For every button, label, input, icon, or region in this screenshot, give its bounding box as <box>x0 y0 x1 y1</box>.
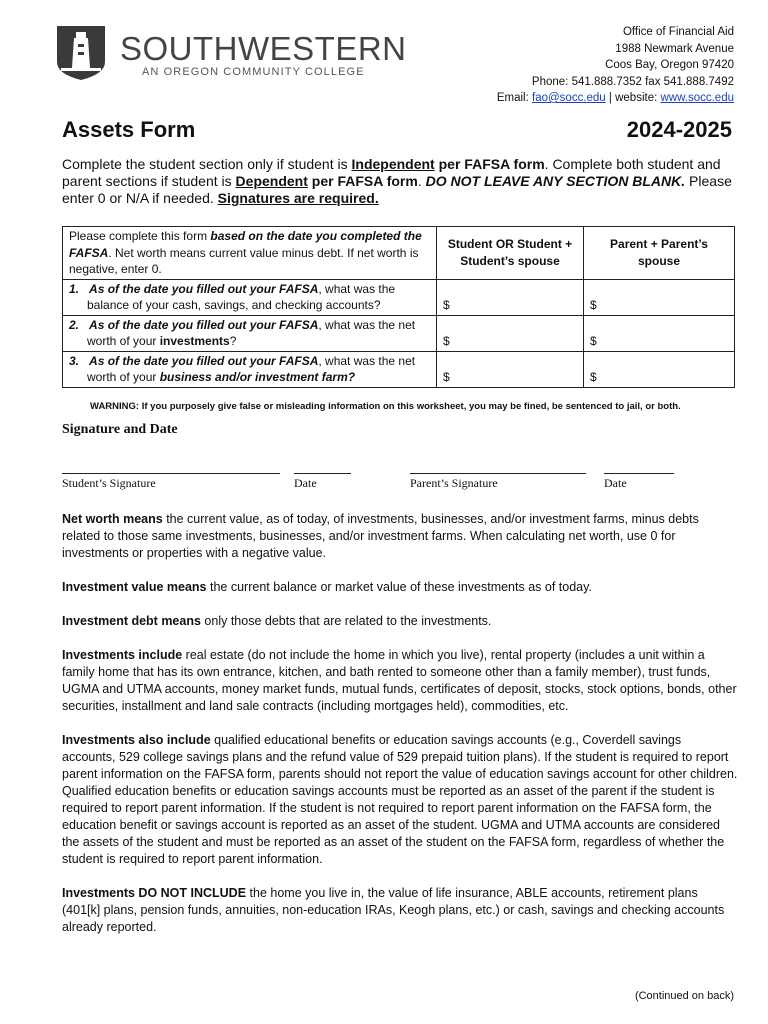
definition-term: Net worth means <box>62 512 163 526</box>
form-title: Assets Form <box>62 117 196 142</box>
instructions-text: per FAFSA form <box>307 173 418 189</box>
student-date-line[interactable] <box>294 473 351 474</box>
instructions-text: . <box>417 173 426 189</box>
school-tagline: AN OREGON COMMUNITY COLLEGE <box>142 66 365 78</box>
definition-term: Investment value means <box>62 580 207 594</box>
independent-label: Independent <box>351 156 435 172</box>
office-contact-block <box>497 24 734 107</box>
office-street: 1988 Newmark Avenue <box>615 42 734 55</box>
office-name: Office of Financial Aid <box>622 26 734 38</box>
definition-term: Investments DO NOT INCLUDE <box>62 886 247 900</box>
signatures-required-notice: Signatures are required. <box>217 190 379 206</box>
email-link[interactable]: fao@socc.edu <box>532 92 606 104</box>
signature-heading: Signature and Date <box>62 422 178 437</box>
table-row <box>63 279 735 315</box>
definition-term: Investment debt means <box>62 614 201 628</box>
question-text: ? <box>229 334 237 348</box>
question-text: , what was the net worth of your <box>87 317 416 348</box>
question-text: , what was the balance of your cash, savings, and checking accounts? <box>87 281 396 312</box>
definition-term: Investments include <box>62 648 183 662</box>
website-link[interactable]: www.socc.edu <box>660 92 734 104</box>
question-number: 1. <box>69 281 80 296</box>
table-instructions-text: . Net worth means current value minus debt. If net worth is negative, enter 0. <box>69 245 419 276</box>
definition-text: only those debts that are related to the investments. <box>200 614 492 628</box>
assets-table <box>62 226 735 388</box>
parent-date-label: Date <box>604 476 627 490</box>
question-number: 3. <box>69 353 80 368</box>
lighthouse-logo-icon <box>57 22 105 80</box>
office-email-line <box>497 90 734 107</box>
definition-paragraph <box>62 732 738 868</box>
column-header-parent: Parent + Parent’s spouse <box>584 227 735 280</box>
question-cell <box>63 315 437 351</box>
office-city: Coos Bay, Oregon 97420 <box>605 59 734 71</box>
definition-text: the home you live in, the value of life insurance, ABLE accounts, retirement plans (401[k] plans, pension funds, annuities, non-education IRAs, Keogh plans, etc.) or cash, savings and checking accounts already reported. <box>62 886 725 934</box>
instructions-text: Please enter 0 or N/A if needed. <box>62 173 732 206</box>
question-lead: As of the date you filled out your FAFSA <box>89 353 319 368</box>
definition-paragraph <box>62 613 738 630</box>
table-instructions-cell <box>63 227 437 280</box>
parent-amount-field[interactable]: $ <box>584 315 735 351</box>
parent-amount-field[interactable]: $ <box>584 279 735 315</box>
website-separator: | website: <box>605 92 661 104</box>
table-row <box>63 351 735 387</box>
student-date-label: Date <box>294 476 317 490</box>
definitions-section <box>62 511 738 953</box>
student-amount-field[interactable]: $ <box>437 279 584 315</box>
warning-notice: WARNING: If you purposely give false or misleading information on this worksheet, you may be fined, be sentenced to jail, or both. <box>90 401 681 412</box>
college-logo <box>57 22 407 82</box>
definition-term: Investments also include <box>62 733 211 747</box>
definition-paragraph <box>62 885 738 936</box>
instructions-text: Complete the student section only if student is <box>62 156 352 172</box>
instructions-text: per FAFSA form <box>434 156 545 172</box>
student-signature-line[interactable] <box>62 473 280 474</box>
definition-text: the current balance or market value of these investments as of today. <box>206 580 592 594</box>
definition-paragraph <box>62 511 738 562</box>
question-emphasis: investments <box>159 334 230 348</box>
student-signature-label: Student’s Signature <box>62 476 156 490</box>
definition-text: the current value, as of today, of investments, businesses, and/or investment farms, minus debts related to those same investments, businesses, and/or investment farms. When calculating net worth, use 0 for investments or properties with a negative value. <box>62 512 699 560</box>
table-row <box>63 315 735 351</box>
form-year: 2024-2025 <box>626 117 732 142</box>
email-label: Email: <box>496 92 533 104</box>
parent-amount-field[interactable]: $ <box>584 351 735 387</box>
question-lead: As of the date you filled out your FAFSA <box>89 281 319 296</box>
do-not-leave-blank-notice: DO NOT LEAVE ANY SECTION BLANK. <box>425 173 686 189</box>
instructions-text: . Complete both student and parent sections if student is <box>62 156 721 189</box>
dependent-label: Dependent <box>235 173 308 189</box>
table-header-row <box>63 227 735 280</box>
office-phone: Phone: 541.888.7352 fax 541.888.7492 <box>531 75 734 88</box>
table-instructions-text: Please complete this form <box>69 229 211 243</box>
student-amount-field[interactable]: $ <box>437 315 584 351</box>
question-text: , what was the net worth of your <box>87 353 416 384</box>
school-name: SOUTHWESTERN <box>120 30 407 67</box>
question-cell <box>63 279 437 315</box>
continued-note: (Continued on back) <box>634 990 734 1002</box>
table-instructions-emphasis: based on the date you completed the FAFSA <box>69 229 422 260</box>
column-header-student: Student OR Student + Student’s spouse <box>437 227 584 280</box>
definition-paragraph <box>62 647 738 715</box>
definition-text: real estate (do not include the home in which you live), rental property (includes a unit within a family home that has its own entrance, kitchen, and bath rented to someone other than a family member), trust funds, UGMA and UTMA accounts, money market funds, mutual funds, certificates of deposit, stocks, stock options, bonds, other securities, installment and land sale contracts (including mortgages held), commodities, etc. <box>62 648 737 713</box>
question-lead: As of the date you filled out your FAFSA <box>89 317 319 332</box>
instructions <box>62 156 742 207</box>
definition-paragraph <box>62 579 738 596</box>
question-cell <box>63 351 437 387</box>
definition-text: qualified educational benefits or education savings accounts (e.g., Coverdell savings accounts, 529 college savings plans and the refund value of 529 prepaid tuition plans). If the student is required to report parent information on the FAFSA form, parents should not report the value of education savings account for other children. Qualified education benefits or education savings accounts must be reported as an asset of the parent if the student is required to report parent information. If the student is not required to report parent information on the FAFSA form, the education benefit or savings account is reported as an asset of the student. UGMA and UTMA accounts are considered the assets of the student and must be reported as an asset of the student on the FAFSA form, regardless of whether the student is required to report parent information. <box>62 733 738 866</box>
question-number: 2. <box>69 317 80 332</box>
parent-date-line[interactable] <box>604 473 674 474</box>
parent-signature-line[interactable] <box>410 473 586 474</box>
question-emphasis: business and/or investment farm? <box>159 370 356 384</box>
student-amount-field[interactable]: $ <box>437 351 584 387</box>
parent-signature-label: Parent’s Signature <box>410 476 498 490</box>
